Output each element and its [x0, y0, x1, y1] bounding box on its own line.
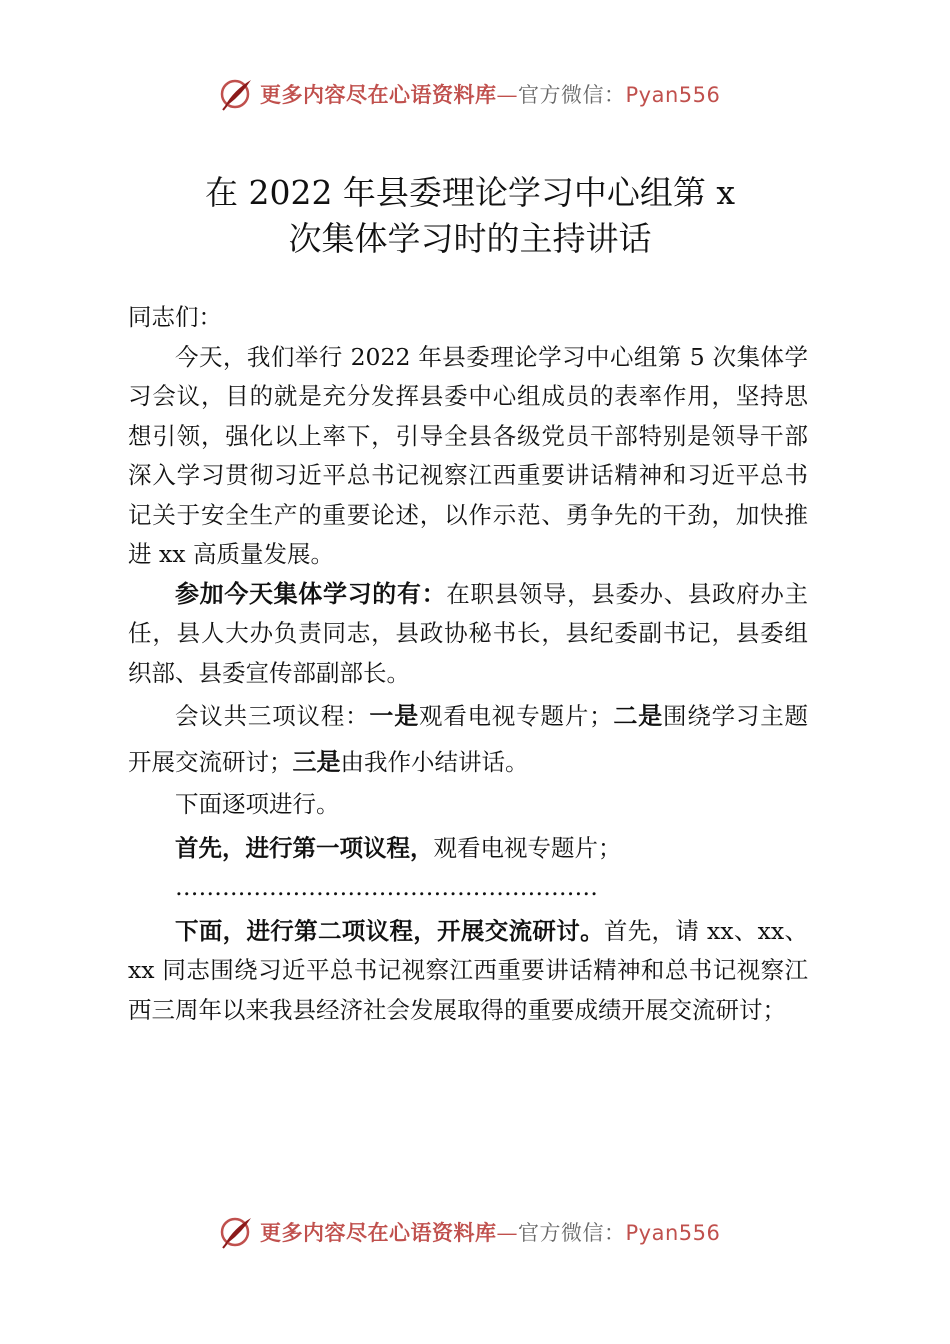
watermark-separator: —	[496, 1221, 518, 1245]
watermark-brand: 更多内容尽在心语资料库	[260, 82, 497, 107]
second-item-lead: 下面，进行第二项议程，开展交流研讨。	[175, 916, 604, 945]
paragraph-proceed: 下面逐项进行。	[175, 790, 340, 818]
agenda-lead: 会议共三项议程：	[175, 702, 370, 730]
first-item-text: 观看电视专题片；	[433, 833, 622, 862]
watermark-label: 官方微信：	[518, 1221, 626, 1245]
paragraph-second-item	[128, 912, 808, 1031]
paragraph-intro: 今天，我们举行 2022 年县委理论学习中心组第 5 次集体学习会议，目的就是充分发挥县委中心组成员的表率作用，坚持思想引领，强化以上率下，引导全县各级党员干部特别是领导干部深入学习贯彻习近平总书记视察江西重要讲话精神和习近平总书记关于安全生产的重要论述，以作示范、勇争先的干劲，加快推进 xx 高质量发展。	[128, 342, 808, 568]
first-item-lead: 首先，进行第一项议程，	[175, 833, 434, 862]
title-line-1: 在 2022 年县委理论学习中心组第 x	[204, 173, 736, 212]
agenda-item-three-text: 由我作小结讲话。	[340, 748, 529, 776]
agenda-item-two-text: 围绕学习主题开展交流研讨；	[128, 702, 809, 776]
watermark-text	[260, 1217, 720, 1247]
agenda-item-three-marker: 三是	[292, 748, 341, 776]
second-item-text: 首先，请 xx、xx、xx 同志围绕习近平总书记视察江西重要讲话精神和总书记视察江西三周年以来我县经济社会发展取得的重要成绩开展交流研讨；	[128, 916, 809, 1024]
watermark-label: 官方微信：	[518, 83, 626, 107]
header-watermark	[218, 74, 738, 114]
ellipsis-line: ………………………………………………	[175, 873, 598, 901]
watermark-separator: —	[496, 83, 518, 107]
quill-pen-logo-icon	[218, 76, 254, 112]
watermark-text	[260, 79, 720, 109]
quill-pen-logo-icon	[218, 1214, 254, 1250]
agenda-item-one-text: 观看电视专题片；	[419, 702, 613, 730]
footer-watermark	[218, 1212, 738, 1252]
document-body	[128, 298, 808, 1030]
attendees-lead: 参加今天集体学习的有：	[175, 579, 447, 608]
watermark-wechat-id: Pyan556	[625, 1221, 721, 1245]
agenda-item-two-marker: 二是	[612, 702, 664, 730]
watermark-wechat-id: Pyan556	[625, 83, 721, 107]
agenda-item-one-marker: 一是	[369, 702, 420, 730]
watermark-brand: 更多内容尽在心语资料库	[260, 1220, 497, 1245]
attendees-list: 在职县领导，县委办、县政府办主任，县人大办负责同志，县政协秘书长，县纪委副书记，县委组织部、县委宣传部副部长。	[128, 579, 809, 687]
paragraph-agenda	[128, 693, 808, 785]
paragraph-attendees	[128, 575, 808, 694]
paragraph-first-item	[128, 829, 808, 869]
title-line-2: 次集体学习时的主持讲话	[288, 219, 652, 258]
document-title	[120, 170, 820, 262]
salutation: 同志们：	[128, 303, 222, 331]
